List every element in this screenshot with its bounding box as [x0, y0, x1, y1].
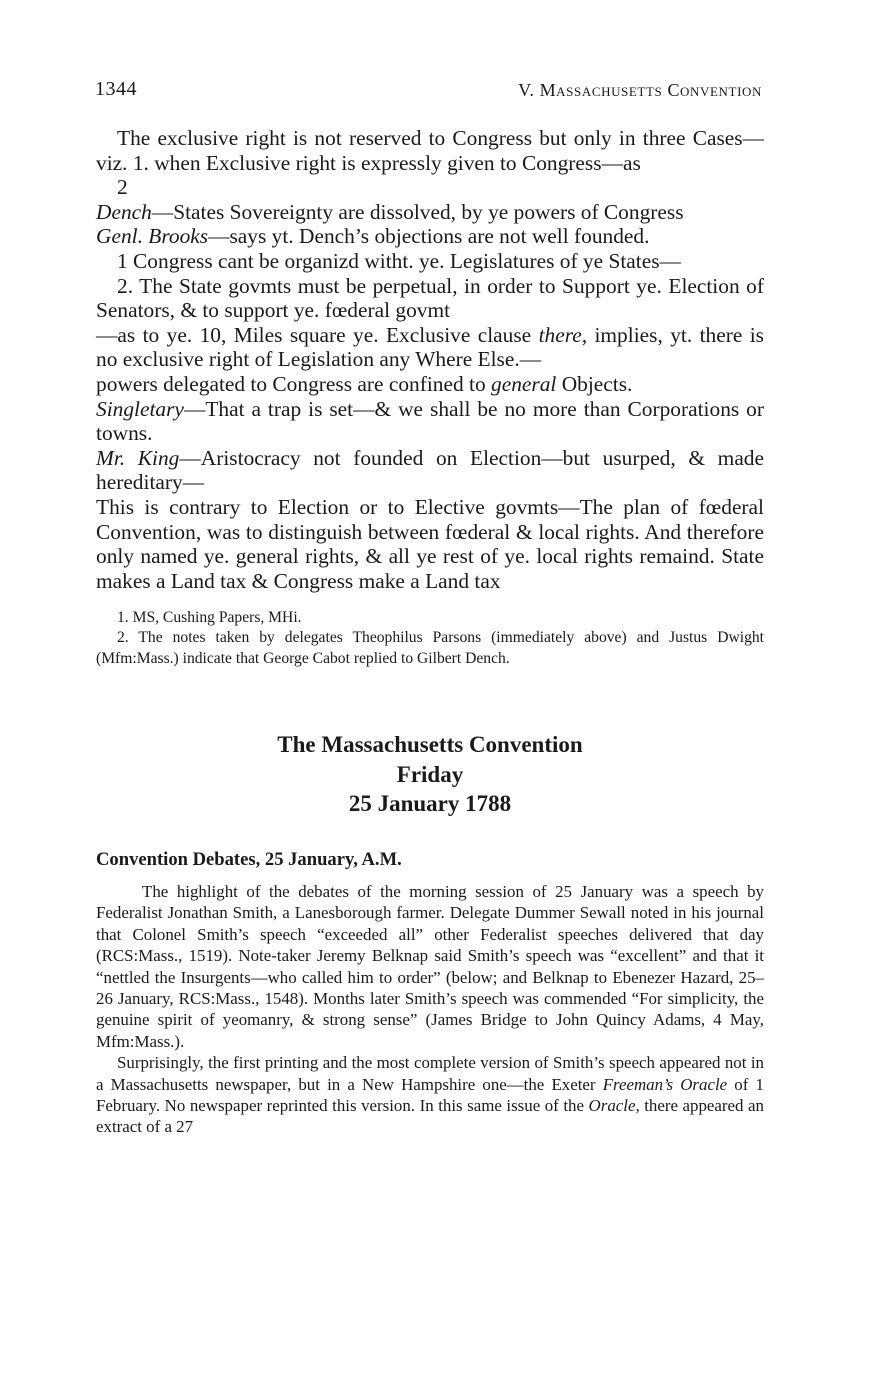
text-run: implies, yt. there is no exclusive right of Legislation any Where Else.—: [96, 322, 764, 372]
section-heading: [96, 730, 764, 819]
notes-paragraph: [96, 323, 764, 372]
notes-paragraph: 1 Congress cant be organizd witht. ye. Legislatures of ye States—: [117, 248, 681, 273]
text-run: —as to ye. 10, Miles square ye. Exclusive clause: [96, 322, 539, 347]
heading-title: The Massachusetts Convention: [277, 732, 583, 757]
body-paragraph: The highlight of the debates of the morning session of 25 January was a speech by Federalist Jonathan Smith, a Lanesborough farmer. Delegate Dummer Sewall noted in his journal that Colonel Smith’s speech “exceeded all” other Federalist speeches delivered that day (RCS:Mass., 1519). Note-taker Jeremy Belknap said Smith’s speech was “excellent” and that it “nettled the Insurgents—who called him to order” (below; and Belknap to Ebenezer Hazard, 25–26 January, RCS:Mass., 1548). Months later Smith’s speech was commended “For simplicity, the genuine spirit of yeomanry, & strong sense” (James Bridge to John Quincy Adams, 4 May, Mfm:Mass.).: [96, 882, 764, 1051]
speaker-name: Genl. Brooks: [96, 224, 209, 249]
body-paragraph: [96, 1052, 764, 1138]
text-run: Surprisingly, the first printing and the most complete version of Smith’s speech appeared not in a Massachusetts newspaper, but in a New Hampshire one—the Exeter: [96, 1053, 764, 1094]
page-number: 1344: [95, 78, 137, 100]
emphasis-text: there,: [538, 322, 588, 347]
notes-paragraph: [96, 446, 764, 495]
editorial-note: [96, 881, 764, 1138]
speech-text: —States Sovereignty are dissolved, by ye powers of Congress: [151, 199, 684, 224]
text-run: of 1 February. No newspaper reprinted this version. In this same issue of the: [96, 1074, 764, 1116]
heading-day: Friday: [396, 761, 464, 787]
speech-text: —That a trap is set—& we shall be no more than Corporations or towns.: [96, 396, 764, 446]
speaker-name: Mr. King: [96, 445, 180, 470]
subsection-title: Convention Debates, 25 January, A.M.: [96, 849, 402, 870]
newspaper-title: Oracle,: [588, 1096, 640, 1116]
speech-text: —Aristocracy not founded on Election—but usurped, & made hereditary—: [96, 445, 765, 495]
text-run: there appeared an extract of a 27: [96, 1096, 764, 1137]
speaker-name: Dench: [96, 199, 152, 224]
notes-paragraph: [96, 397, 764, 446]
notes-paragraph: The exclusive right is not reserved to Congress but only in three Cases—viz. 1. when Exclusive right is expressly given to Congress—as: [96, 126, 764, 175]
newspaper-title: Freeman’s Oracle: [602, 1074, 728, 1094]
heading-date: 25 January 1788: [348, 791, 512, 816]
footnote: 1. MS, Cushing Papers, MHi.: [117, 609, 302, 626]
notes-paragraph: [96, 200, 764, 225]
notes-paragraph: [96, 224, 764, 249]
notes-paragraph: [96, 372, 764, 397]
speech-text: —says yt. Dench’s objections are not well founded.: [208, 224, 650, 249]
notes-paragraph: This is contrary to Election or to Elective govmts—The plan of fœderal Convention, was to distinguish between fœderal & local rights. And therefore only named ye. general rights, & all ye rest of ye. local rights remaind. State makes a Land tax & Congress make a Land tax: [96, 494, 764, 593]
footnote: 2. The notes taken by delegates Theophilus Parsons (immediately above) and Justus Dwight (Mfm:Mass.) indicate that George Cabot replied to Gilbert Dench.: [96, 629, 764, 667]
text-run: powers delegated to Congress are confined to: [96, 371, 492, 396]
footnotes: [96, 608, 764, 669]
text-run: Objects.: [556, 371, 633, 396]
footnote-marker: 2: [117, 175, 128, 200]
emphasis-text: general: [491, 371, 557, 396]
speaker-name: Singletary: [96, 396, 184, 421]
notes-paragraph: 2. The State govmts must be perpetual, in order to Support ye. Election of Senators, & to support ye. fœderal govmt: [96, 273, 764, 323]
running-head: V. Massachusetts Convention: [518, 80, 762, 100]
convention-notes: [96, 126, 764, 593]
